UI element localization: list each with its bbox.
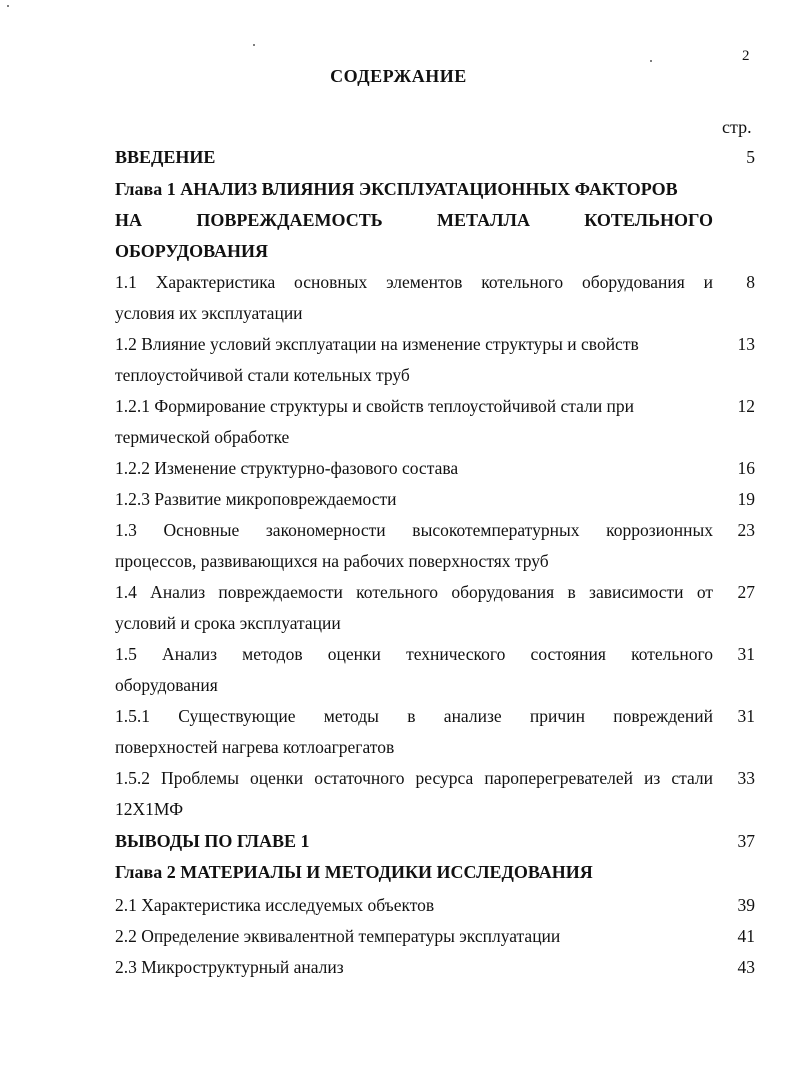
toc-conclusions-1-page: 37 [737,831,755,851]
toc-entry-line-1: 1.5.1 Существующие методы в анализе причин повреждений [115,706,713,726]
toc-entry-page: 31 [737,644,755,664]
toc-entry-line-2: процессов, развивающихся на рабочих поверхностях труб [115,551,549,571]
toc-entry-line-2: поверхностей нагрева котлоагрегатов [115,737,395,757]
toc-entry-page: 16 [737,458,755,478]
toc-entry-page: 27 [737,582,755,602]
toc-entry-line-2: условия их эксплуатации [115,303,303,323]
toc-entry[interactable] [115,515,755,577]
toc-conclusions-1[interactable] [115,826,755,857]
toc-entry[interactable] [115,453,755,484]
toc-entry-page: 13 [737,334,755,354]
toc-chapter-1[interactable] [115,174,713,267]
toc-entry-page: 31 [737,706,755,726]
toc-entry-line-1: 1.1 Характеристика основных элементов котельного оборудования и [115,272,713,292]
toc-entry-line-1: 1.2.2 Изменение структурно-фазового состава [115,458,459,478]
toc-entry[interactable] [115,391,755,453]
toc-entry[interactable] [115,329,755,391]
toc-entry[interactable] [115,639,755,701]
toc-entry-line-1: 1.5.2 Проблемы оценки остаточного ресурса пароперегревателей из стали [115,768,713,788]
toc-introduction-label: ВВЕДЕНИЕ [115,147,216,167]
toc-entry[interactable] [115,484,755,515]
toc-entry-page: 39 [737,895,755,915]
toc-entry-label: 2.2 Определение эквивалентной температуры эксплуатации [115,926,561,946]
toc-entry-page: 19 [737,489,755,509]
toc-entry-page: 33 [737,768,755,788]
pages-column-label: стр. [722,117,752,137]
toc-chapter-2[interactable] [115,857,755,888]
toc-entry[interactable] [115,577,755,639]
toc-entry-label: 2.1 Характеристика исследуемых объектов [115,895,435,915]
toc-entry-line-1: 1.2 Влияние условий эксплуатации на изменение структуры и свойств [115,334,639,354]
scan-speck [650,60,652,62]
toc-entry-line-1: 1.2.3 Развитие микроповреждаемости [115,489,397,509]
toc-introduction[interactable] [115,142,755,173]
toc-entry-page: 41 [737,926,755,946]
toc-entry-line-1: 1.4 Анализ повреждаемости котельного оборудования в зависимости от [115,582,713,602]
toc-entry-page: 8 [746,272,755,292]
page-title: СОДЕРЖАНИЕ [330,66,467,86]
toc-entry[interactable] [115,267,755,329]
toc-entry-line-2: 12Х1МФ [115,799,184,819]
toc-entry[interactable] [115,701,755,763]
chapter-1-title-line-1: Глава 1 АНАЛИЗ ВЛИЯНИЯ ЭКСПЛУАТАЦИОННЫХ ФАКТОРОВ [115,179,678,199]
chapter-1-title-line-3: ОБОРУДОВАНИЯ [115,241,268,261]
chapter-1-title-line-2: НА ПОВРЕЖДАЕМОСТЬ МЕТАЛЛА КОТЕЛЬНОГО [115,210,713,230]
toc-introduction-page: 5 [746,147,755,167]
scan-speck [253,44,255,46]
toc-entry-line-1: 1.5 Анализ методов оценки технического состояния котельного [115,644,713,664]
toc-entry[interactable] [115,890,755,921]
page-number: 2 [742,48,750,64]
scan-speck [7,5,9,7]
toc-entry-line-2: термической обработке [115,427,290,447]
toc-entry-line-1: 1.3 Основные закономерности высокотемпературных коррозионных [115,520,713,540]
toc-entry-label: 2.3 Микроструктурный анализ [115,957,344,977]
toc-entry-line-2: теплоустойчивой стали котельных труб [115,365,410,385]
toc-conclusions-1-label: ВЫВОДЫ ПО ГЛАВЕ 1 [115,831,310,851]
toc-entry[interactable] [115,763,755,825]
toc-chapter-2-label: Глава 2 МАТЕРИАЛЫ И МЕТОДИКИ ИССЛЕДОВАНИЯ [115,862,593,882]
toc-entry-line-2: оборудования [115,675,218,695]
toc-entry-line-1: 1.2.1 Формирование структуры и свойств теплоустойчивой стали при [115,396,635,416]
toc-entry[interactable] [115,952,755,983]
toc-entry-page: 23 [737,520,755,540]
toc-entry-page: 43 [737,957,755,977]
toc-entry-line-2: условий и срока эксплуатации [115,613,341,633]
toc-entry[interactable] [115,921,755,952]
toc-entry-page: 12 [737,396,755,416]
